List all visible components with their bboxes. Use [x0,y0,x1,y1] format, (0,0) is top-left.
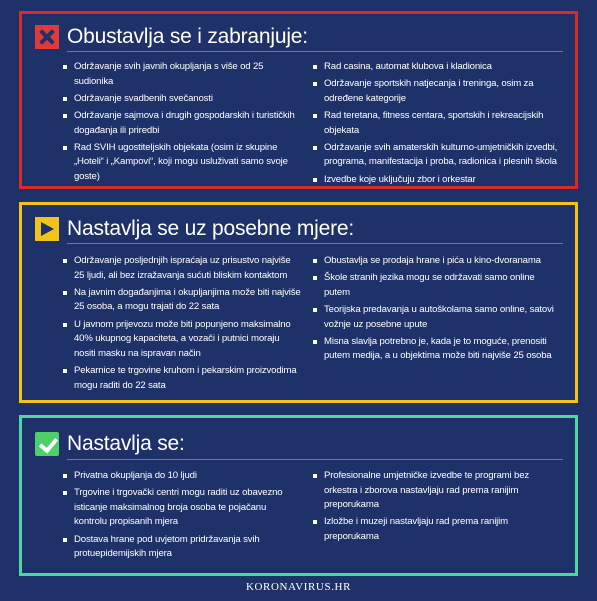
check-mark-icon [35,432,59,456]
list-item: Škole stranih jezika mogu se održavati samo online putem [312,271,558,300]
special-measures-header [35,217,354,241]
list-item: Održavanje svadbenih svečanosti [62,92,302,107]
list-item: Teorijska predavanja u autoškolama samo online, satovi vožnje uz posebne upute [312,303,558,332]
list-item: Dostava hrane pod uvjetom pridržavanja svih protuepidemijskih mjera [62,533,296,562]
special-measures-right-column [312,254,558,367]
list-item: Održavanje svih javnih okupljanja s više od 25 sudionika [62,60,302,89]
special-measures-section [19,202,578,403]
list-item: Pekarnice te trgovine kruhom i pekarskim proizvodima mogu raditi do 22 sata [62,364,302,393]
special-measures-left-column [62,254,302,396]
footer-website: KORONAVIRUS.HR [245,581,352,593]
play-arrow-icon [35,217,59,241]
x-mark-icon [35,25,59,49]
continues-right-column [312,469,542,547]
divider [67,459,563,460]
banned-right-column [312,60,558,190]
divider [67,51,563,52]
divider [67,243,563,244]
banned-section-header [35,25,308,49]
list-item: Profesionalne umjetničke izvedbe te programi bez orkestra i zborova nastavljaju rad prema ranijim preporukama [312,469,542,513]
list-item: U javnom prijevozu može biti popunjeno maksimalno 40% ukupnog kapaciteta, a vozači i putnici moraju nositi masku na ispravan način [62,318,302,362]
list-item: Rad casina, automat klubova i kladionica [312,60,558,75]
list-item: Trgovine i trgovački centri mogu raditi uz obavezno isticanje maksimalnog broja osoba te pojačanu kontrolu propisanih mjera [62,486,296,530]
banned-section [19,11,578,189]
list-item: Rad teretana, fitness centara, sportskih i rekreacijskih objekata [312,109,558,138]
list-item: Obustavlja se prodaja hrane i pića u kino-dvoranama [312,254,558,269]
list-item: Na javnim događanjima i okupljanjima može biti najviše 25 osoba, a mogu trajati do 22 sata [62,286,302,315]
special-measures-title: Nastavlja se uz posebne mjere: [67,217,354,240]
list-item: Održavanje posljednjih ispraćaja uz prisustvo najviše 25 ljudi, ali bez izražavanja sućuti bliskim kontaktom [62,254,302,283]
list-item: Rad SVIH ugostiteljskih objekata (osim iz skupine „Hoteli“ i „Kampovi“, koji mogu usluživati samo svoje goste) [62,141,302,185]
list-item: Održavanje svih amaterskih kulturno-umjetničkih izvedbi, programa, manifestacija i proba, radionica i plesnih škola [312,141,558,170]
list-item: Misna slavlja potrebno je, kada je to moguće, prenositi putem medija, a u objektima može biti najviše 25 osoba [312,335,558,364]
continues-header [35,432,185,456]
list-item: Izložbe i muzeji nastavljaju rad prema ranijim preporukama [312,515,542,544]
continues-section [19,415,578,576]
continues-title: Nastavlja se: [67,432,185,455]
list-item: Privatna okupljanja do 10 ljudi [62,469,296,484]
list-item: Održavanje sportskih natjecanja i treninga, osim za određene kategorije [312,77,558,106]
banned-section-title: Obustavlja se i zabranjuje: [67,25,308,48]
continues-left-column [62,469,296,564]
list-item: Izvedbe koje uključuju zbor i orkestar [312,173,558,188]
banned-left-column [62,60,302,187]
list-item: Održavanje sajmova i drugih gospodarskih i turističkih događanja ili priredbi [62,109,302,138]
